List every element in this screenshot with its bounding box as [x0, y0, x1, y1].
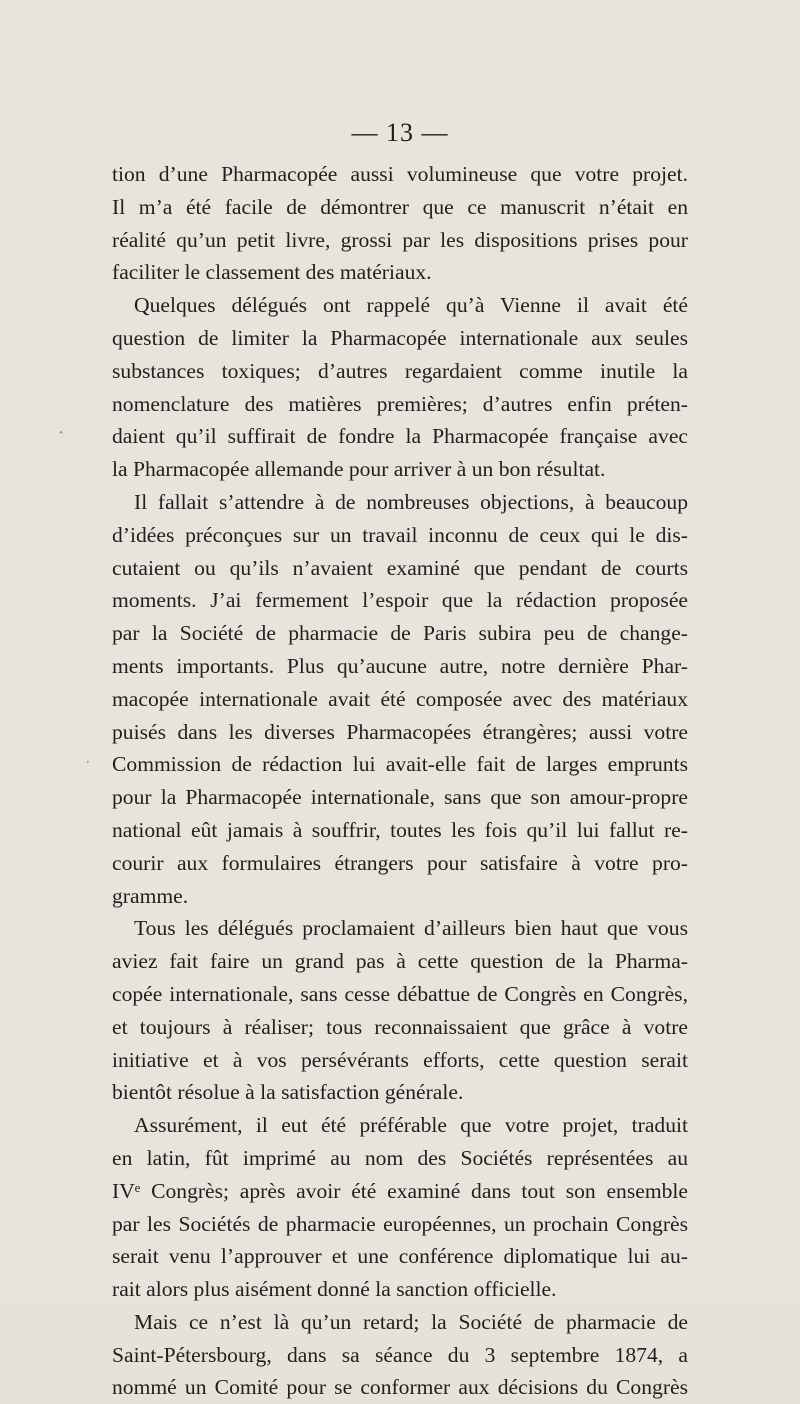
text-line: daient qu’il suffirait de fondre la Pharmacopée française avec [112, 424, 688, 449]
text-line: Saint-Pétersbourg, dans sa séance du 3 septembre 1874, a [112, 1342, 688, 1367]
text-line: courir aux formulaires étrangers pour satisfaire à votre pro- [112, 850, 688, 875]
text-line: macopée internationale avait été composée avec des matériaux [112, 686, 688, 711]
text-line: Tous les délégués proclamaient d’ailleurs bien haut que vous [134, 916, 688, 941]
text-line: cutaient ou qu’ils n’avaient examiné que pendant de courts [112, 555, 688, 580]
text-line: la Pharmacopée allemande pour arriver à un bon résultat. [112, 457, 606, 482]
body-text [112, 158, 688, 1404]
margin-mark: ˆ [58, 430, 64, 444]
text-line: gramme. [112, 883, 189, 908]
text-line: moments. J’ai fermement l’espoir que la rédaction proposée [112, 588, 688, 613]
text-line: Il fallait s’attendre à de nombreuses objections, à beaucoup [134, 489, 688, 514]
text-line: nommé un Comité pour se conformer aux décisions du Congrès [112, 1375, 688, 1400]
text-line: substances toxiques; d’autres regardaient comme inutile la [112, 358, 688, 383]
text-line: en latin, fût imprimé au nom des Sociétés représentées au [112, 1145, 688, 1170]
text-line: Commission de rédaction lui avait-elle fait de larges emprunts [112, 752, 688, 777]
text-line: Mais ce n’est là qu’un retard; la Société de pharmacie de [134, 1309, 688, 1334]
text-line: Quelques délégués ont rappelé qu’à Vienne il avait été [134, 293, 688, 318]
text-line: bientôt résolue à la satisfaction générale. [112, 1080, 464, 1105]
margin-mark: · [86, 755, 90, 769]
text-line: rait alors plus aisément donné la sanction officielle. [112, 1277, 557, 1302]
text-line: et toujours à réaliser; tous reconnaissaient que grâce à votre [112, 1014, 688, 1039]
text-line: pour la Pharmacopée internationale, sans que son amour-propre [112, 785, 688, 810]
text-line: aviez fait faire un grand pas à cette question de la Pharma- [112, 949, 688, 974]
text-line: Assurément, il eut été préférable que votre projet, traduit [134, 1113, 688, 1138]
text-line: national eût jamais à souffrir, toutes les fois qu’il lui fallut re- [112, 817, 688, 842]
page-number: — 13 — [351, 118, 449, 147]
text-line: ments importants. Plus qu’aucune autre, notre dernière Phar- [112, 653, 688, 678]
text-line: nomenclature des matières premières; d’autres enfin préten- [112, 391, 688, 416]
text-line: d’idées préconçues sur un travail inconnu de ceux qui le dis- [112, 522, 688, 547]
text-line: copée internationale, sans cesse débattue de Congrès en Congrès, [112, 981, 688, 1006]
text-line: IVᵉ Congrès; après avoir été examiné dans tout son ensemble [112, 1178, 688, 1203]
text-line: puisés dans les diverses Pharmacopées étrangères; aussi votre [112, 719, 688, 744]
text-line: serait venu l’approuver et une conférence diplomatique lui au- [112, 1244, 688, 1269]
text-line: tion d’une Pharmacopée aussi volumineuse que votre projet. [112, 162, 688, 186]
text-line: initiative et à vos persévérants efforts, cette question serait [112, 1047, 688, 1072]
text-line: question de limiter la Pharmacopée internationale aux seules [112, 325, 688, 350]
text-line: faciliter le classement des matériaux. [112, 260, 432, 285]
text-line: par les Sociétés de pharmacie européennes, un prochain Congrès [112, 1211, 688, 1236]
text-line: Il m’a été facile de démontrer que ce manuscrit n’était en [112, 194, 688, 219]
text-line: par la Société de pharmacie de Paris subira peu de change- [112, 621, 688, 646]
text-line: réalité qu’un petit livre, grossi par les dispositions prises pour [112, 227, 688, 252]
